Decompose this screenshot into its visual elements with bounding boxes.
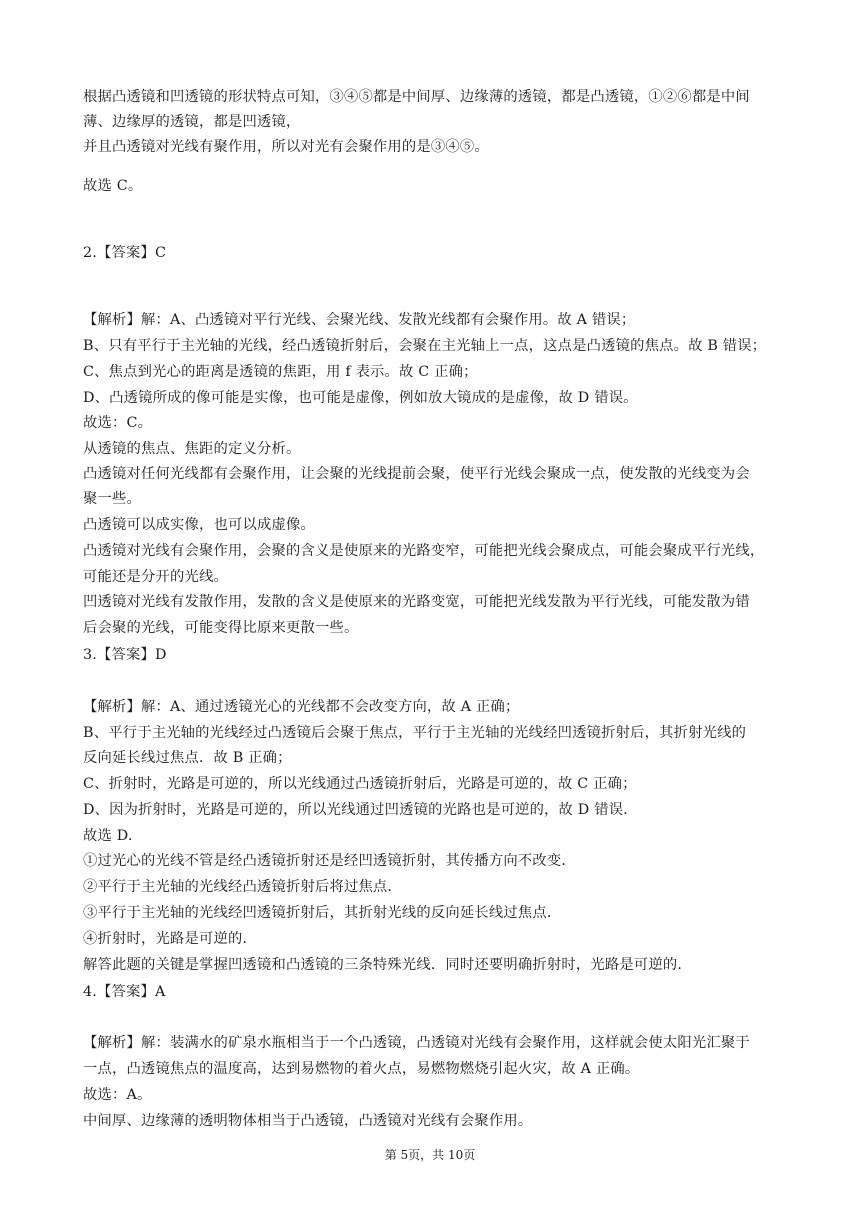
- text-line: 从透镜的焦点、焦距的定义分析。: [83, 441, 301, 457]
- text-line: 根据凸透镜和凹透镜的形状特点可知，③④⑤都是中间厚、边缘薄的透镜，都是凸透镜，①②⑥都是中间: [83, 89, 750, 105]
- text-line: 并且凸透镜对光线有聚作用，所以对光有会聚作用的是③④⑤。: [83, 139, 489, 155]
- text-line: 一点，凸透镜焦点的温度高，达到易燃物的着火点，易燃物燃烧引起火灾，故 A 正确。: [83, 1061, 640, 1077]
- analysis-line: 【解析】解：装满水的矿泉水瓶相当于一个凸透镜，凸透镜对光线有会聚作用，这样就会使太阳光汇聚于: [83, 1035, 750, 1051]
- text-line: D、凸透镜所成的像可能是实像，也可能是虚像，例如放大镜成的是虚像，故 D 错误。: [83, 390, 638, 406]
- text-line: 凸透镜对任何光线都有会聚作用，让会聚的光线提前会聚，使平行光线会聚成一点，使发散的光线变为会: [83, 466, 750, 482]
- answer-heading: 2.【答案】C: [83, 245, 167, 261]
- analysis-line: 【解析】解：A、凸透镜对平行光线、会聚光线、发散光线都有会聚作用。故 A 错误；: [83, 312, 636, 328]
- text-line: ③平行于主光轴的光线经凹透镜折射后，其折射光线的反向延长线过焦点．: [83, 905, 562, 921]
- text-line: 故选：C。: [83, 415, 153, 431]
- text-line: 凸透镜可以成实像，也可以成虚像。: [83, 517, 315, 533]
- text-line: 反向延长线过焦点．故 B 正确；: [83, 750, 292, 766]
- text-line: 中间厚、边缘薄的透明物体相当于凸透镜，凸透镜对光线有会聚作用。: [83, 1113, 533, 1129]
- text-line: 故选 C。: [83, 178, 143, 194]
- text-line: D、因为折射时，光路是可逆的，所以光线通过凹透镜的光路也是可逆的，故 D 错误．: [83, 802, 638, 818]
- text-line: 后会聚的光线，可能变得比原来更散一些。: [83, 620, 359, 636]
- text-line: B、只有平行于主光轴的光线，经凸透镜折射后，会聚在主光轴上一点，这点是凸透镜的焦点。故 B 错误；: [83, 338, 767, 354]
- text-line: ①过光心的光线不管是经凸透镜折射还是经凹透镜折射，其传播方向不改变．: [83, 853, 576, 869]
- text-line: B、平行于主光轴的光线经过凸透镜后会聚于焦点，平行于主光轴的光线经凹透镜折射后，其折射光线的: [83, 725, 747, 741]
- text-line: C、焦点到光心的距离是透镜的焦距，用 f 表示。故 C 正确；: [83, 364, 478, 380]
- text-line: C、折射时，光路是可逆的，所以光线通过凸透镜折射后，光路是可逆的，故 C 正确；: [83, 776, 637, 792]
- text-line: 凸透镜对光线有会聚作用，会聚的含义是使原来的光路变窄，可能把光线会聚成点，可能会聚成平行光线，: [83, 543, 765, 559]
- text-line: 薄、边缘厚的透镜，都是凹透镜，: [83, 114, 301, 130]
- text-line: 可能还是分开的光线。: [83, 569, 228, 585]
- page-footer: 第 5页，共 10页: [384, 1148, 476, 1162]
- text-line: 解答此题的关键是掌握凹透镜和凸透镜的三条特殊光线．同时还要明确折射时，光路是可逆的．: [83, 957, 692, 973]
- analysis-line: 【解析】解：A、通过透镜光心的光线都不会改变方向，故 A 正确；: [83, 699, 520, 715]
- answer-heading: 3.【答案】D: [83, 647, 167, 663]
- text-line: 故选 D.: [83, 828, 133, 844]
- text-line: ②平行于主光轴的光线经凸透镜折射后将过焦点．: [83, 879, 402, 895]
- text-line: 凹透镜对光线有发散作用，发散的含义是使原来的光路变宽，可能把光线发散为平行光线，可能发散为错: [83, 594, 750, 610]
- text-line: 故选：A。: [83, 1087, 152, 1103]
- answer-heading: 4.【答案】A: [83, 984, 166, 1000]
- text-line: 聚一些。: [83, 491, 141, 507]
- text-line: ④折射时，光路是可逆的．: [83, 931, 257, 947]
